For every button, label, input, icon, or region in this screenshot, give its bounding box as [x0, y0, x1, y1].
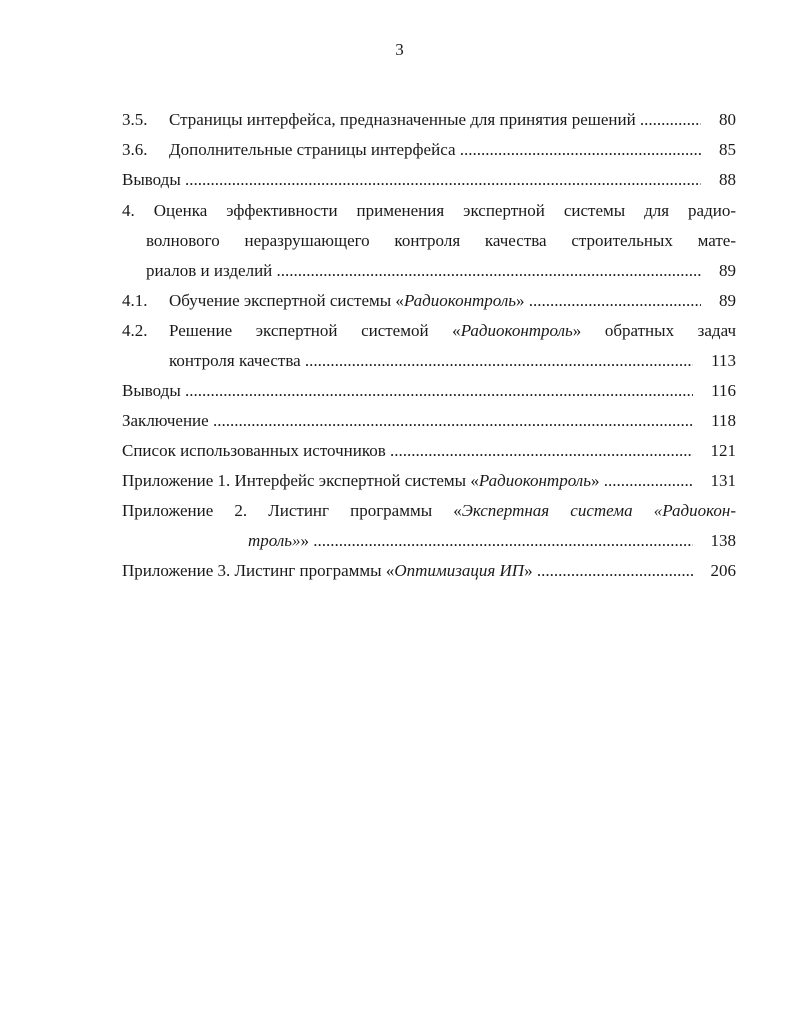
toc-entry-page: 88	[719, 170, 736, 189]
toc-entry-final-conclusion	[122, 406, 736, 436]
toc-entry-title-post: »	[516, 291, 525, 310]
toc-entry-title-post: »	[524, 561, 533, 580]
toc-entry-title-em: Радиоконтроль	[403, 291, 517, 310]
toc-entry-number: 4.2.	[122, 321, 148, 340]
toc-entry-title-post: »	[590, 471, 600, 490]
toc-entry-title-em: Экспертная система «Радиокон-	[461, 501, 736, 520]
toc-entry-number: 3.5.	[122, 110, 148, 129]
toc-entry-appendix-2-line-1	[122, 496, 736, 526]
toc-entry-title-pre: Решение экспертной системой «	[169, 321, 461, 340]
toc-entry-title-post: » обратных задач	[572, 321, 736, 340]
toc-entry-page: 80	[719, 110, 736, 129]
toc-entry-title-pre: Обучение экспертной системы «	[169, 291, 404, 310]
toc-entry-title-post: »	[300, 531, 310, 550]
toc-entry-4-1	[122, 286, 736, 316]
toc-entry-title: Выводы	[122, 170, 181, 189]
toc-entry-title-em: Радиоконтроль	[460, 321, 573, 340]
toc-entry-title-em: Оптимизация ИП	[394, 561, 525, 580]
toc-entry-page: 138	[710, 531, 736, 550]
toc-entry-4-2-line-1	[122, 316, 736, 346]
toc-chapter-4-line-2: волнового неразрушающего контроля качества строительных мате-	[146, 231, 736, 250]
toc-entry-title-em: троль»	[248, 531, 301, 550]
toc-entry-title: риалов и изделий	[146, 261, 273, 280]
toc-entry-title: Список использованных источников	[122, 441, 386, 460]
toc-entry-page: 206	[710, 561, 736, 580]
toc-entry-page: 118	[711, 411, 736, 430]
toc-entry-title: Выводы	[122, 381, 181, 400]
page-number: 3	[395, 40, 404, 59]
toc-entry-page: 89	[719, 261, 736, 280]
toc-chapter-4-line-1: 4. Оценка эффективности применения экспертной системы для радио-	[122, 201, 736, 220]
toc-entry-4-2-line-2	[169, 346, 736, 376]
toc-entry-title: Страницы интерфейса, предназначенные для принятия решений	[169, 110, 636, 129]
toc-entry-conclusions-3	[122, 165, 736, 195]
toc-entry-title-pre: Приложение 3. Листинг программы «	[122, 561, 395, 580]
toc-entry-3-5	[122, 105, 736, 135]
toc-entry-page: 89	[719, 291, 736, 310]
toc-entry-title: контроля качества	[169, 351, 301, 370]
toc-entry-sources	[122, 436, 736, 466]
toc-entry-page: 113	[711, 351, 736, 370]
toc-entry-title: Дополнительные страницы интерфейса	[169, 140, 456, 159]
toc-entry-page: 85	[719, 140, 736, 159]
toc-entry-title-pre: Приложение 1. Интерфейс экспертной системы «	[122, 471, 479, 490]
toc-entry-page: 131	[710, 471, 736, 490]
toc-entry-title-em: Радиоконтроль	[478, 471, 591, 490]
toc-entry-3-6	[122, 135, 736, 165]
toc-entry-conclusions-4	[122, 376, 736, 406]
toc-entry-appendix-3	[122, 556, 736, 586]
toc-chapter-4-line-3	[146, 256, 736, 286]
toc-entry-number: 4.1.	[122, 291, 148, 310]
toc-entry-page: 121	[710, 441, 736, 460]
toc-entry-page: 116	[711, 381, 736, 400]
toc-entry-appendix-2-line-2	[248, 526, 736, 556]
toc-entry-title: Заключение	[122, 411, 209, 430]
toc-entry-number: 3.6.	[122, 140, 148, 159]
toc-entry-appendix-1	[122, 466, 736, 496]
toc-entry-title-pre: Приложение 2. Листинг программы «	[122, 501, 462, 520]
